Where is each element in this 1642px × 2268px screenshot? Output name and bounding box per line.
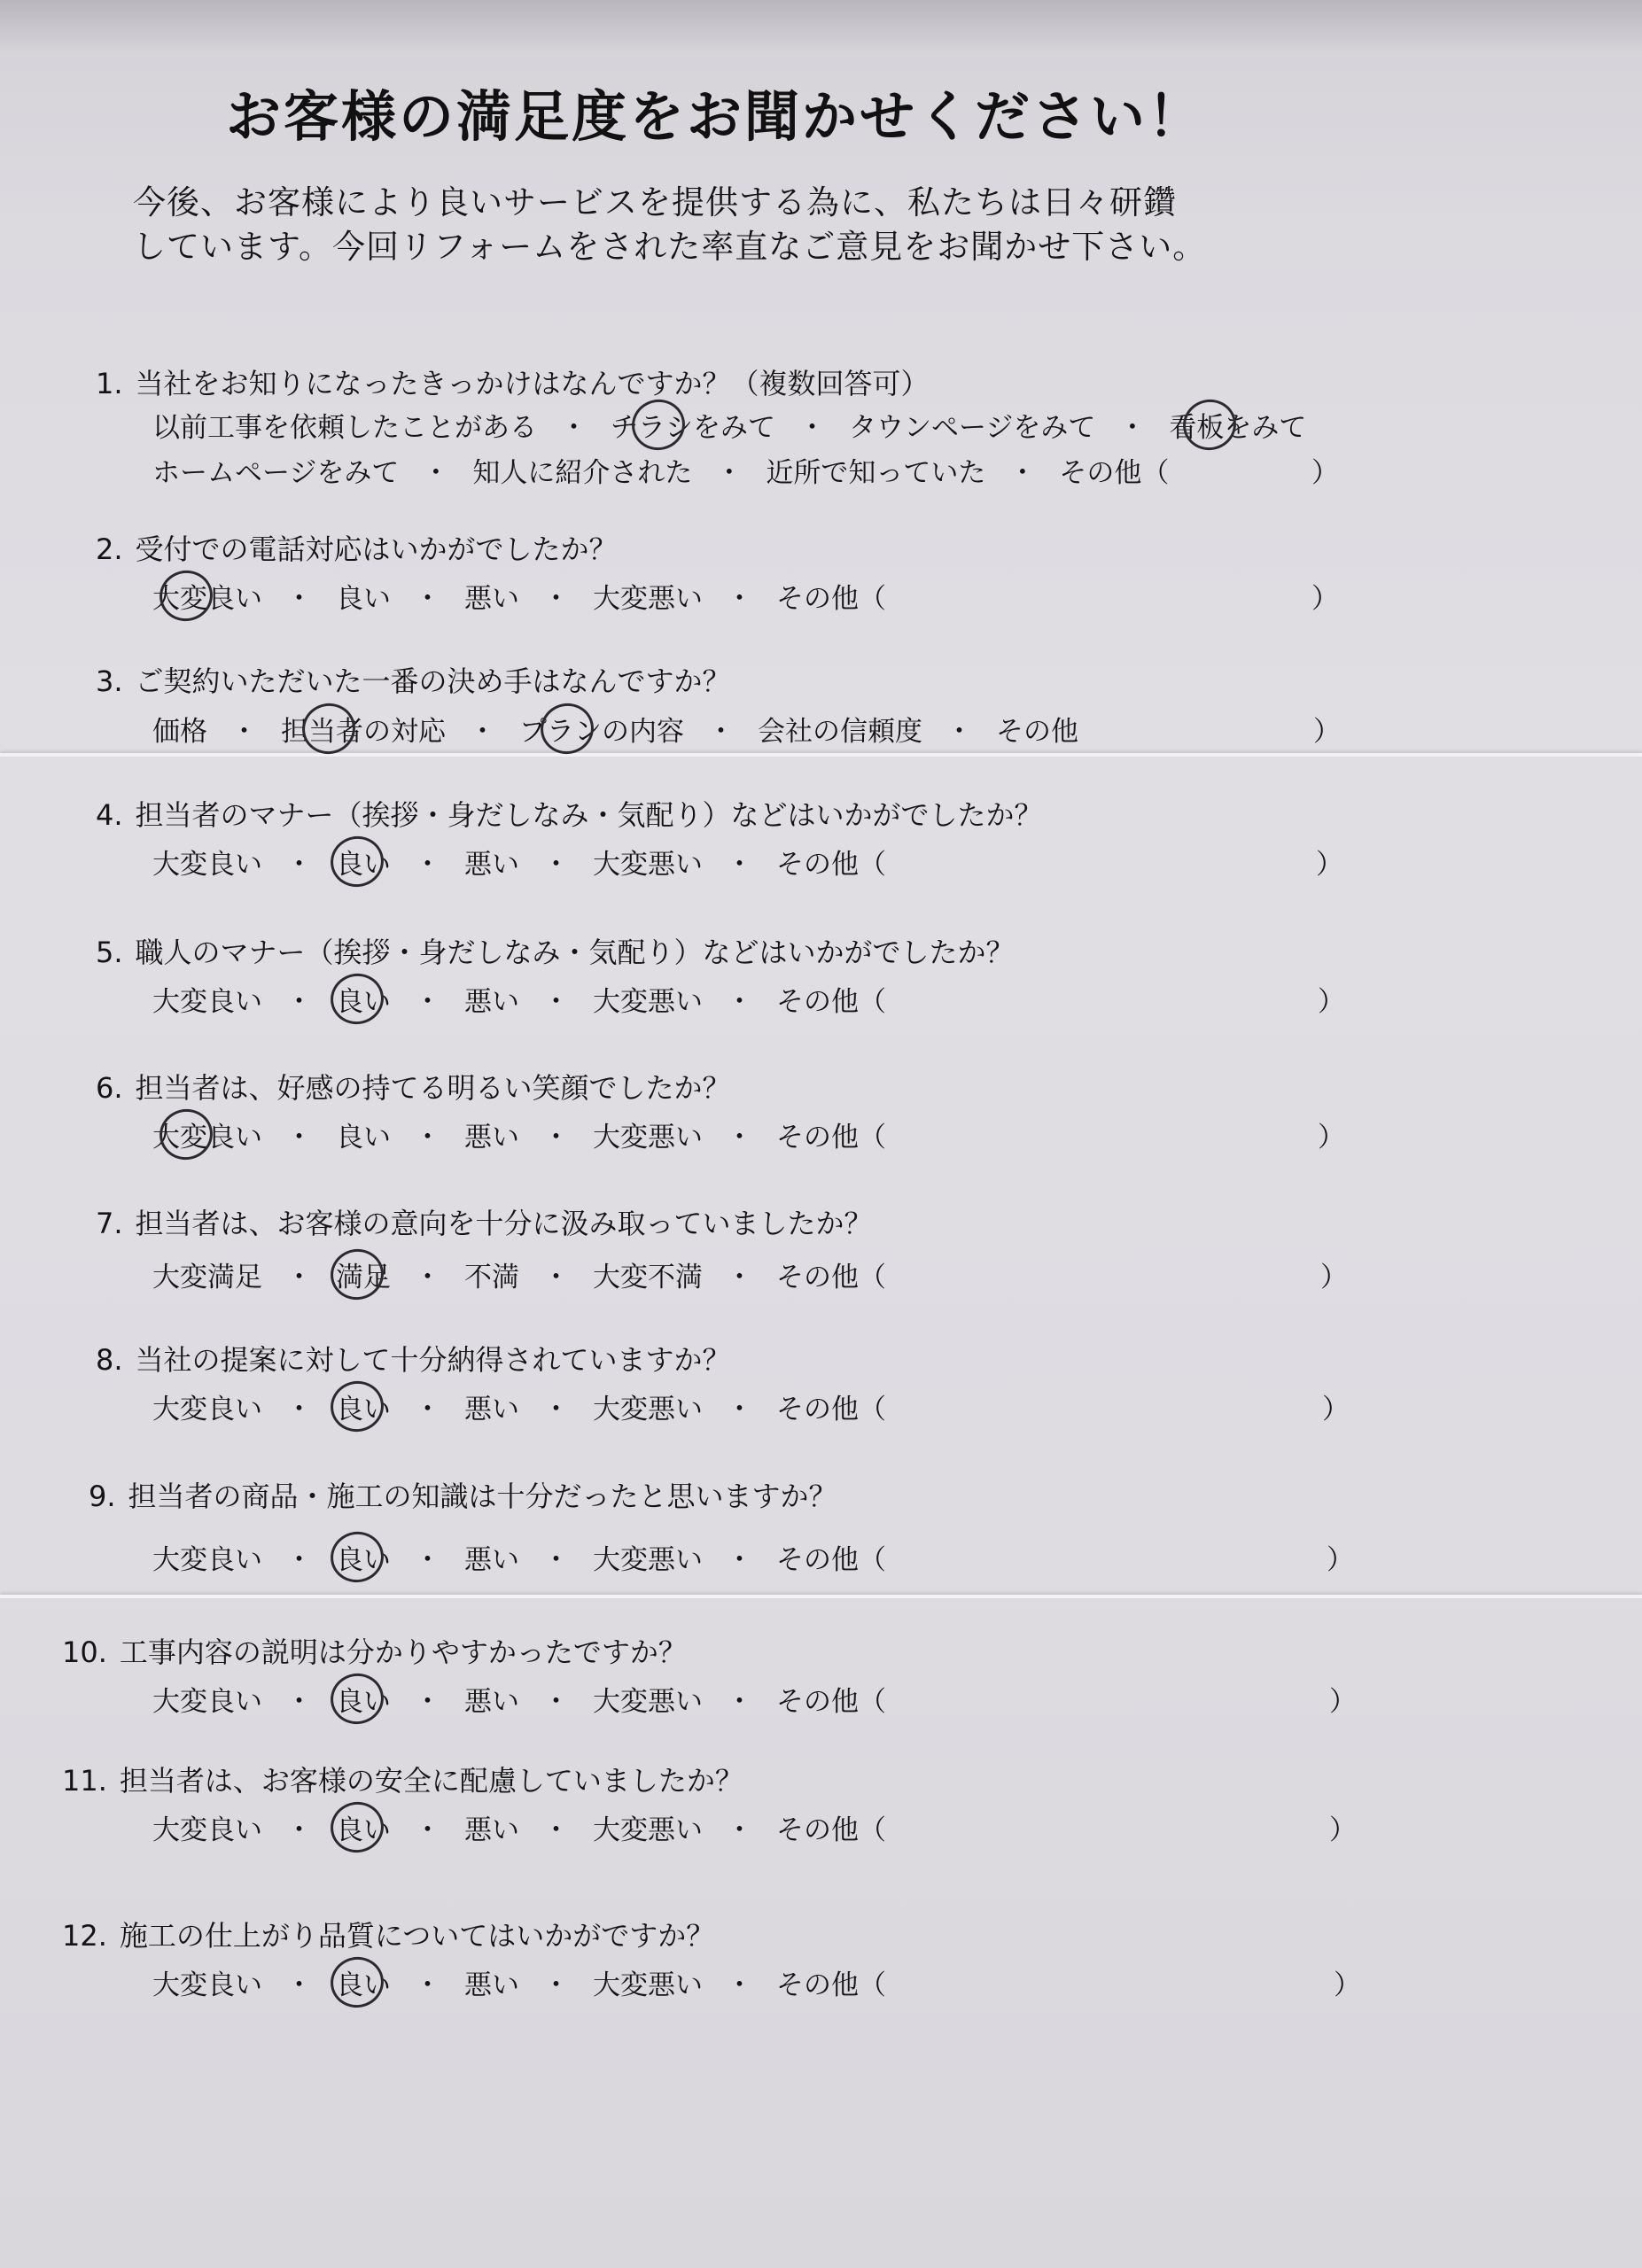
answer-option[interactable]: 良い [336,842,391,882]
answer-option[interactable]: 良い [336,1807,391,1847]
answer-option[interactable]: 悪い [464,849,519,881]
question-number: 4. [96,798,123,832]
answer-option[interactable]: 良い [336,1962,391,2002]
answer-option[interactable]: 大変良い [152,1544,262,1576]
option-separator: ・ [1118,412,1147,444]
answer-option[interactable]: 看板をみて [1169,405,1306,445]
option-separator: ・ [285,583,313,615]
answer-option[interactable]: 良い [336,1537,391,1577]
handwritten-circle-mark [326,1376,389,1436]
answer-option[interactable]: 近所で知っていた [766,457,986,489]
question-7 [96,1201,873,1242]
answer-option[interactable]: 良い [336,583,391,615]
answer-option[interactable]: 大変悪い [593,1686,703,1718]
page-title: お客様の満足度をお聞かせください！ [226,84,1206,149]
answer-option[interactable]: 大変良い [152,576,262,616]
option-separator: ・ [798,412,826,444]
question-number: 3. [96,664,123,698]
answer-option[interactable]: その他（ [776,1969,886,2001]
question-text: 担当者は、お客様の意向を十分に汲み取っていましたか？ [135,1207,873,1240]
handwritten-circle-mark [298,698,361,758]
option-separator: ・ [726,1394,753,1425]
answer-option[interactable]: 知人に紹介された [472,457,693,489]
answer-option[interactable]: ホームページをみて [152,457,400,489]
option-separator: ・ [542,1544,570,1576]
option-separator: ・ [542,986,570,1018]
option-separator: ・ [285,849,313,881]
question-text: 施工の仕上がり品質についてはいかがですか？ [119,1919,715,1953]
paper-fold-line [0,753,1642,757]
handwritten-circle-mark [326,1797,389,1857]
other-close-paren: ） [1334,1969,1361,2001]
option-separator: ・ [414,1969,441,2001]
answer-option[interactable]: その他（ [776,583,886,615]
handwritten-circle-mark [627,394,690,454]
answer-option[interactable]: プランの内容 [519,709,684,749]
option-separator: ・ [285,1122,313,1153]
option-separator: ・ [542,583,570,615]
option-separator: ・ [726,1814,753,1846]
option-separator: ・ [560,412,588,444]
answer-option[interactable]: 大変良い [152,1686,262,1718]
option-separator: ・ [542,1969,570,2001]
answer-option[interactable]: 以前工事を依頼したことがある [152,412,537,444]
question-number: 1. [96,367,123,400]
answer-option[interactable]: 良い [336,1679,391,1719]
other-close-paren: ） [1311,583,1339,615]
answer-options [152,1807,886,1847]
answer-option[interactable]: 大変良い [152,1969,262,2001]
answer-option[interactable]: 大変悪い [593,583,703,615]
option-separator: ・ [726,1544,753,1576]
other-close-paren: ） [1316,849,1343,881]
question-number: 5. [96,936,123,969]
handwritten-circle-mark [155,1104,218,1164]
other-close-paren: ） [1318,1122,1345,1153]
answer-option[interactable]: その他（ [776,1544,886,1576]
option-separator: ・ [414,1686,441,1718]
answer-options [152,1386,886,1426]
answer-option[interactable]: 会社の信頼度 [758,716,922,748]
question-2 [96,527,618,568]
answer-options [152,1679,886,1719]
option-separator: ・ [414,1122,441,1153]
option-separator: ・ [726,583,753,615]
other-close-paren: ） [1313,716,1341,748]
handwritten-circle-mark [326,1952,389,2012]
answer-option[interactable]: その他 [996,716,1078,748]
question-text: 担当者のマナー（挨拶・身だしなみ・気配り）などはいかがでしたか？ [135,798,1043,832]
option-separator: ・ [542,1122,570,1153]
answer-options [152,576,886,616]
answer-option[interactable]: 悪い [464,1394,519,1425]
option-separator: ・ [542,1394,570,1425]
answer-option[interactable]: その他（ [776,849,886,881]
intro-line: しています。今回リフォームをされた率直なご意見をお聞かせ下さい。 [133,228,1207,266]
other-close-paren: ） [1311,457,1339,489]
question-number: 2. [96,532,123,566]
option-separator: ・ [542,1262,570,1293]
answer-option[interactable]: 大変悪い [593,1969,703,2001]
option-separator: ・ [715,457,743,489]
answer-option[interactable]: 大変良い [152,849,262,881]
question-9 [89,1474,837,1515]
question-3 [96,659,731,700]
answer-option[interactable]: 大変悪い [593,849,703,881]
other-close-paren: ） [1327,1544,1354,1576]
handwritten-circle-mark [326,1526,389,1587]
question-number: 11. [62,1764,107,1798]
handwritten-circle-mark [326,968,389,1029]
handwritten-circle-mark [1179,394,1241,454]
question-4 [96,793,1043,834]
option-separator: ・ [726,849,753,881]
handwritten-circle-mark [326,1244,389,1304]
answer-option[interactable]: 良い [336,979,391,1019]
answer-option[interactable]: 大変悪い [593,1122,703,1153]
answer-option[interactable]: 大変良い [152,1814,262,1846]
answer-option[interactable]: 大変良い [152,1394,262,1425]
question-text: 当社をお知りになったきっかけはなんですか？（複数回答可） [135,367,930,400]
answer-option[interactable]: 担当者の対応 [281,709,446,749]
question-text: 担当者は、好感の持てる明るい笑顔でしたか？ [135,1071,731,1105]
option-separator: ・ [414,1544,441,1576]
answer-option[interactable]: 満足 [336,1254,391,1294]
question-11 [62,1759,743,1799]
answer-options [152,1115,886,1154]
option-separator: ・ [285,1262,313,1293]
option-separator: ・ [285,986,313,1018]
answer-option[interactable]: チラシをみて [611,405,775,445]
answer-option[interactable]: 悪い [464,583,519,615]
option-separator: ・ [285,1686,313,1718]
option-separator: ・ [414,1814,441,1846]
question-5 [96,930,1015,971]
question-12 [62,1914,714,1954]
question-number: 6. [96,1071,123,1105]
option-separator: ・ [230,716,258,748]
other-close-paren: ） [1329,1686,1357,1718]
answer-options [152,1962,886,2002]
other-close-paren: ） [1329,1814,1357,1846]
question-6 [96,1066,731,1107]
question-10 [62,1630,687,1671]
paper-fold-line [0,1595,1642,1598]
answer-option[interactable]: タウンページをみて [849,412,1096,444]
answer-option[interactable]: 良い [336,1122,391,1153]
answer-option[interactable]: 価格 [152,716,207,748]
answer-option[interactable]: 大変悪い [593,1544,703,1576]
answer-option[interactable]: その他（ [776,1122,886,1153]
answer-option[interactable]: 大変悪い [593,986,703,1018]
handwritten-circle-mark [155,565,218,625]
option-separator: ・ [542,1814,570,1846]
handwritten-circle-mark [326,1668,389,1728]
option-separator: ・ [414,849,441,881]
answer-option[interactable]: その他（ [776,1686,886,1718]
answer-option[interactable]: 大変良い [152,986,262,1018]
answer-options [152,979,886,1019]
option-separator: ・ [285,1814,313,1846]
answer-options [152,842,886,882]
question-text: 担当者の商品・施工の知識は十分だったと思いますか？ [128,1480,837,1513]
answer-option[interactable]: 悪い [464,1544,519,1576]
option-separator: ・ [726,1686,753,1718]
answer-option[interactable]: 悪い [464,1122,519,1153]
answer-option[interactable]: その他（ [1059,457,1170,489]
option-separator: ・ [726,986,753,1018]
intro-line: 今後、お客様により良いサービスを提供する為に、私たちは日々研鑽 [133,183,1177,221]
option-separator: ・ [285,1394,313,1425]
answer-options [152,405,1306,445]
answer-option[interactable]: 大変不満 [593,1262,703,1293]
answer-option[interactable]: その他（ [776,1262,886,1293]
handwritten-circle-mark [326,831,389,891]
handwritten-circle-mark [536,698,599,758]
question-number: 8. [96,1343,123,1377]
answer-option[interactable]: その他（ [776,986,886,1018]
option-separator: ・ [414,1262,441,1293]
question-text: 職人のマナー（挨拶・身だしなみ・気配り）などはいかがでしたか？ [135,936,1015,969]
option-separator: ・ [414,1394,441,1425]
answer-option[interactable]: 大変悪い [593,1394,703,1425]
question-number: 12. [62,1919,107,1953]
option-separator: ・ [726,1122,753,1153]
question-text: 当社の提案に対して十分納得されていますか？ [135,1343,731,1377]
answer-option[interactable]: 悪い [464,1814,519,1846]
option-separator: ・ [414,583,441,615]
answer-option[interactable]: 大変悪い [593,1814,703,1846]
answer-option[interactable]: 良い [336,1386,391,1426]
answer-option[interactable]: 大変良い [152,1115,262,1154]
question-number: 7. [96,1207,123,1240]
option-separator: ・ [285,1969,313,2001]
question-number: 9. [89,1480,116,1513]
question-number: 10. [62,1635,107,1669]
question-text: ご契約いただいた一番の決め手はなんですか？ [135,664,731,698]
option-separator: ・ [707,716,735,748]
answer-option[interactable]: 悪い [464,986,519,1018]
answer-options [152,450,1169,490]
option-separator: ・ [726,1262,753,1293]
answer-option[interactable]: その他（ [776,1394,886,1425]
option-separator: ・ [422,457,450,489]
answer-options [152,709,1078,749]
answer-option[interactable]: 悪い [464,1686,519,1718]
answer-option[interactable]: 悪い [464,1969,519,2001]
answer-options [152,1537,886,1577]
question-text: 受付での電話対応はいかがでしたか？ [135,532,618,566]
option-separator: ・ [542,849,570,881]
question-text: 担当者は、お客様の安全に配慮していましたか？ [119,1764,743,1798]
other-close-paren: ） [1320,1262,1348,1293]
answer-option[interactable]: 不満 [464,1262,519,1293]
other-close-paren: ） [1318,986,1345,1018]
question-text: 工事内容の説明は分かりやすかったですか？ [119,1635,687,1669]
option-separator: ・ [469,716,496,748]
option-separator: ・ [946,716,973,748]
other-close-paren: ） [1322,1394,1350,1425]
option-separator: ・ [542,1686,570,1718]
option-separator: ・ [1008,457,1037,489]
option-separator: ・ [726,1969,753,2001]
answer-option[interactable]: 大変満足 [152,1262,262,1293]
answer-options [152,1254,886,1294]
option-separator: ・ [414,986,441,1018]
option-separator: ・ [285,1544,313,1576]
question-1 [96,361,930,402]
answer-option[interactable]: その他（ [776,1814,886,1846]
question-8 [96,1338,731,1379]
